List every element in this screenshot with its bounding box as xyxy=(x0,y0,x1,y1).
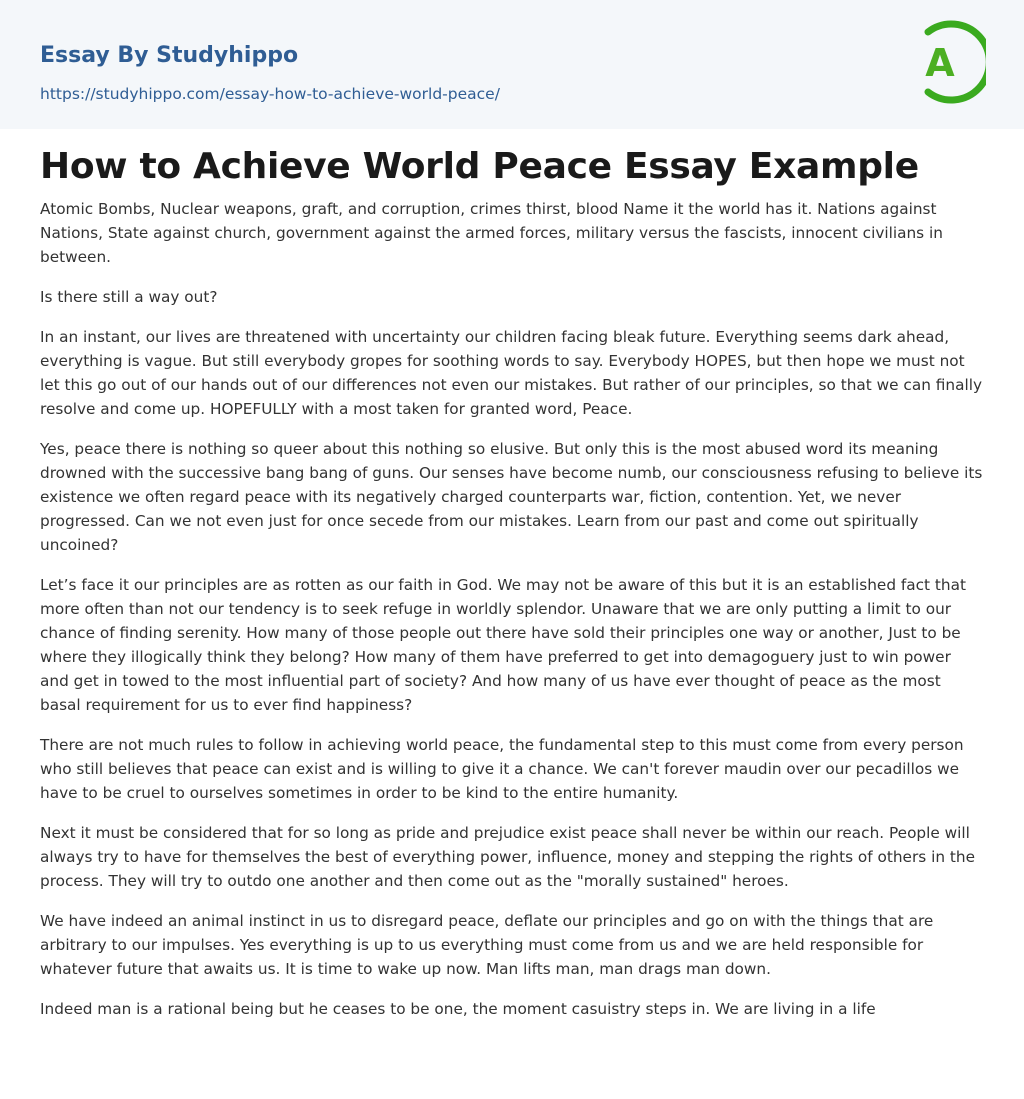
page-title: How to Achieve World Peace Essay Example xyxy=(40,146,919,187)
essay-paragraph: Yes, peace there is nothing so queer about this nothing so elusive. But only this is the most abused word its meaning drowned with the successive bang bang of guns. Our senses have become numb, our consciousness refusing to believe its existence we often regard peace with its negatively charged counterparts war, fiction, contention. Yet, we never progressed. Can we not even just for once secede from our mistakes. Learn from our past and come out spiritually uncoined? xyxy=(40,440,983,554)
essay-paragraph: Let’s face it our principles are as rotten as our faith in God. We may not be aware of this but it is an established fact that more often than not our tendency is to seek refuge in worldly splendor. Unaware that we are only putting a limit to our chance of finding serenity. How many of those people out there have sold their principles one way or another, Just to be where they illogically think they belong? How many of them have preferred to get into demagoguery just to win power and get in towed to the most influential part of society? And how many of us have ever thought of peace as the most basal requirement for us to ever find happiness? xyxy=(40,576,966,714)
site-title: Essay By Studyhippo xyxy=(40,43,299,68)
essay-paragraph: Is there still a way out? xyxy=(40,288,218,306)
logo-icon xyxy=(914,18,986,108)
essay-content xyxy=(0,143,1024,1021)
essay-paragraph: We have indeed an animal instinct in us to disregard peace, deflate our principles and go on with the things that are arbitrary to our impulses. Yes everything is up to us everything must come from us and we are held responsible for whatever future that awaits us. It is time to wake up now. Man lifts man, man drags man down. xyxy=(40,912,934,978)
essay-paragraph: Next it must be considered that for so long as pride and prejudice exist peace shall never be within our reach. People will always try to have for themselves the best of everything power, influence, money and stepping the rights of others in the process. They will try to outdo one another and then come out as the "morally sustained" heroes. xyxy=(40,824,975,890)
source-url-link[interactable]: https://studyhippo.com/essay-how-to-achieve-world-peace/ xyxy=(40,85,500,103)
essay-paragraph: There are not much rules to follow in achieving world peace, the fundamental step to this must come from every person who still believes that peace can exist and is willing to give it a chance. We can't forever maudin over our pecadillos we have to be cruel to ourselves sometimes in order to be kind to the entire humanity. xyxy=(40,736,964,802)
site-header xyxy=(0,0,1024,129)
essay-paragraph: Indeed man is a rational being but he ceases to be one, the moment casuistry steps in. We are living in a life xyxy=(40,1000,876,1018)
essay-paragraph: In an instant, our lives are threatened with uncertainty our children facing bleak future. Everything seems dark ahead, everything is vague. But still everybody gropes for soothing words to say. Everybody HOPES, but then hope we must not let this go out of our hands out of our differences not even our mistakes. But rather of our principles, so that we can finally resolve and come up. HOPEFULLY with a most taken for granted word, Peace. xyxy=(40,328,983,418)
essay-paragraph: Atomic Bombs, Nuclear weapons, graft, and corruption, crimes thirst, blood Name it the world has it. Nations against Nations, State against church, government against the armed forces, military versus the fascists, innocent civilians in between. xyxy=(40,200,943,266)
logo-letter: A xyxy=(925,41,955,85)
studyhippo-logo[interactable] xyxy=(914,18,986,108)
